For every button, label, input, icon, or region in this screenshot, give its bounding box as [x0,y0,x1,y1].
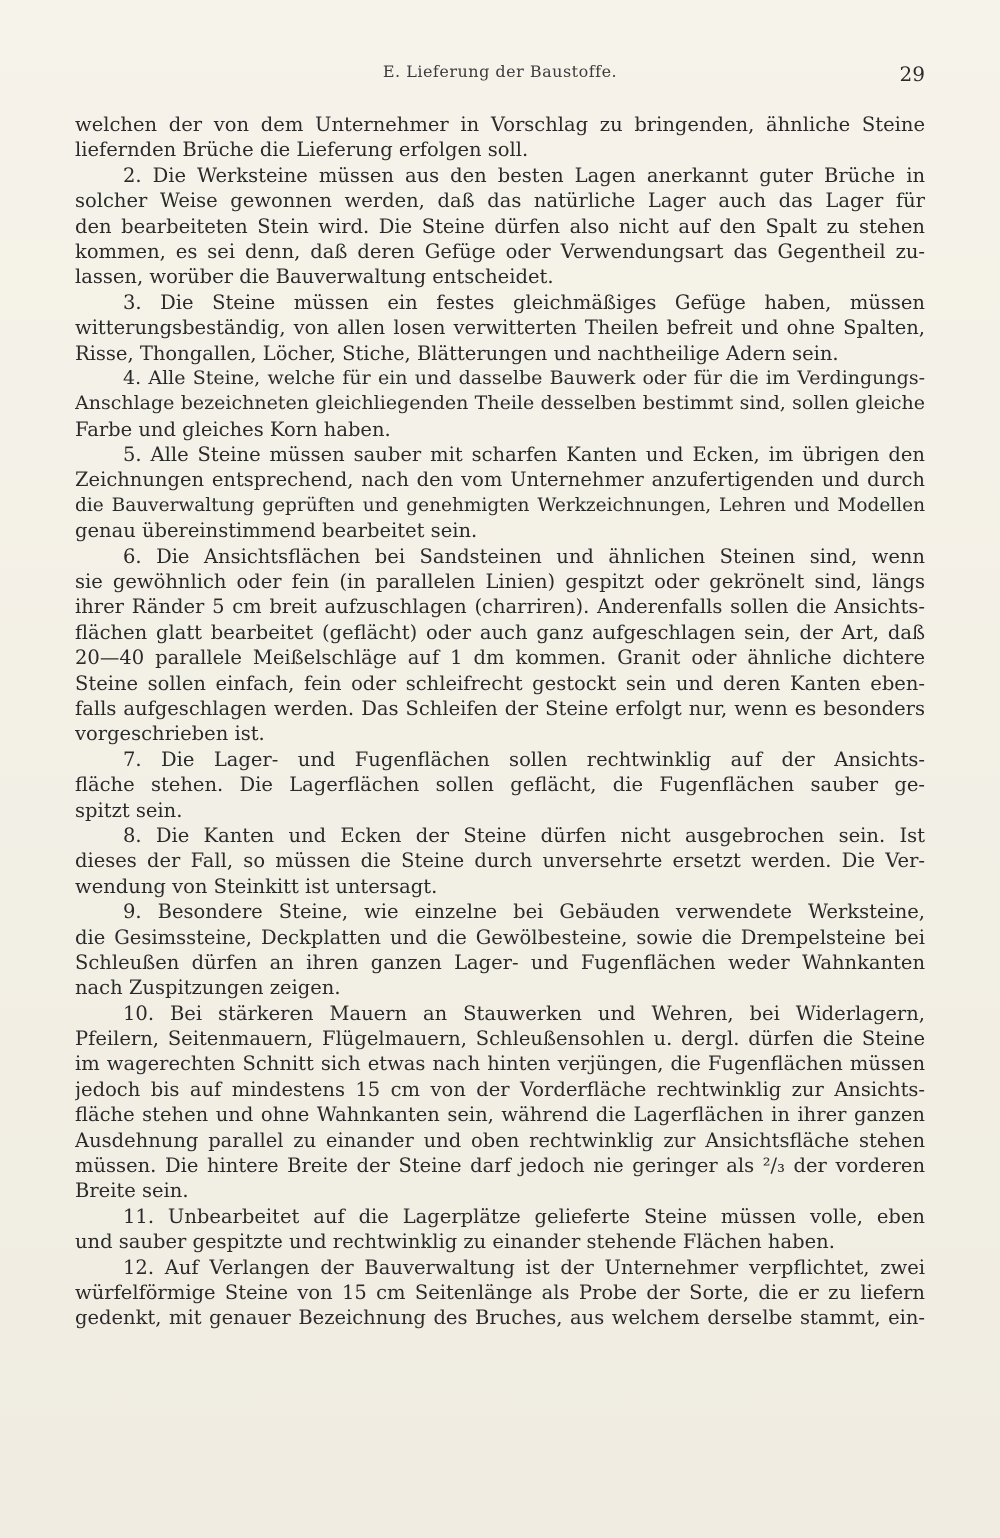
text-line: wendung von Steinkitt ist untersagt. [75,874,438,898]
text-line: vorgeschrieben ist. [75,722,265,746]
text-line: Anschlage bezeichneten gleichliegenden Theile desselben bestimmt sind, sollen gleiche [75,392,925,415]
text-line: würfelförmige Steine von 15 cm Seitenlänge als Probe der Sorte, die er zu liefern [75,1280,925,1304]
text-line: solcher Weise gewonnen werden, daß das natürliche Lager auch das Lager für [75,189,925,213]
text-line: ihrer Ränder 5 cm breit aufzuschlagen (charriren). Anderenfalls sollen die Ansichts- [75,595,925,619]
text-line: die Gesimssteine, Deckplatten und die Gewölbesteine, sowie die Drempelsteine bei [75,925,925,949]
text-line: 12. Auf Verlangen der Bauverwaltung ist der Unternehmer verpflichtet, zwei [123,1255,925,1279]
text-line: 2. Die Werksteine müssen aus den besten Lagen anerkannt guter Brüche in [123,163,925,187]
running-head: E. Lieferung der Baustoffe. [382,62,618,81]
text-line: witterungsbeständig, von allen losen verwitterten Theilen befreit und ohne Spalten, [75,316,925,340]
text-line: fläche stehen. Die Lagerflächen sollen geflächt, die Fugenflächen sauber ge- [75,773,925,797]
text-line: 8. Die Kanten und Ecken der Steine dürfen nicht ausgebrochen sein. Ist [123,823,925,847]
text-line: Zeichnungen entsprechend, nach den vom Unternehmer anzufertigenden und durch [75,468,925,492]
text-line: fläche stehen und ohne Wahnkanten sein, während die Lagerflächen in ihrer ganzen [75,1103,925,1127]
text-line: Steine sollen einfach, fein oder schleifrecht gestockt sein und deren Kanten eben- [75,671,925,695]
text-line: 6. Die Ansichtsflächen bei Sandsteinen und ähnlichen Steinen sind, wenn [123,544,925,568]
text-line: kommen, es sei denn, daß deren Gefüge oder Verwendungsart das Gegentheil zu- [75,239,925,263]
text-line: lassen, worüber die Bauverwaltung entscheidet. [75,265,554,289]
text-line: falls aufgeschlagen werden. Das Schleifen der Steine erfolgt nur, wenn es besonders [75,696,925,720]
text-line: liefernden Brüche die Lieferung erfolgen soll. [75,138,529,162]
text-line: müssen. Die hintere Breite der Steine darf jedoch nie geringer als ²/₃ der vorderen [75,1154,925,1178]
text-line: welchen der von dem Unternehmer in Vorschlag zu bringenden, ähnliche Steine [75,113,925,136]
text-line: jedoch bis auf mindestens 15 cm von der Vorderfläche rechtwinklig zur Ansichts- [75,1077,925,1101]
text-line: 9. Besondere Steine, wie einzelne bei Gebäuden verwendete Werksteine, [123,900,925,924]
text-line: dieses der Fall, so müssen die Steine durch unversehrte ersetzt werden. Die Ver- [75,849,925,873]
text-line: 4. Alle Steine, welche für ein und dasselbe Bauwerk oder für die im Verdingungs- [123,366,925,389]
page-header [75,62,925,92]
text-line: 11. Unbearbeitet auf die Lagerplätze gelieferte Steine müssen volle, eben [123,1204,925,1228]
text-line: 10. Bei stärkeren Mauern an Stauwerken und Wehren, bei Widerlagern, [123,1001,925,1025]
body-text [75,112,925,1331]
text-line: Farbe und gleiches Korn haben. [75,417,391,441]
text-line: 3. Die Steine müssen ein festes gleichmäßiges Gefüge haben, müssen [123,290,925,314]
text-line: die Bauverwaltung geprüften und genehmigten Werkzeichnungen, Lehren und Modellen [75,494,925,516]
text-line: Schleußen dürfen an ihren ganzen Lager- und Fugenflächen weder Wahnkanten [75,950,925,974]
text-line: 5. Alle Steine müssen sauber mit scharfen Kanten und Ecken, im übrigen den [123,443,925,467]
text-line: genau übereinstimmend bearbeitet sein. [75,519,478,543]
text-line: Risse, Thongallen, Löcher, Stiche, Blätterungen und nachtheilige Adern sein. [75,341,839,365]
text-line: spitzt sein. [75,798,183,822]
text-line: sie gewöhnlich oder fein (in parallelen Linien) gespitzt oder gekrönelt sind, längs [75,570,925,594]
text-line: Breite sein. [75,1179,189,1203]
text-line: 7. Die Lager- und Fugenflächen sollen rechtwinklig auf der Ansichts- [123,747,925,771]
text-line: flächen glatt bearbeitet (geflächt) oder auch ganz aufgeschlagen sein, der Art, daß [75,620,925,644]
page-number: 29 [899,62,925,86]
text-line: gedenkt, mit genauer Bezeichnung des Bruches, aus welchem derselbe stammt, ein- [75,1306,925,1330]
text-line: 20—40 parallele Meißelschläge auf 1 dm kommen. Granit oder ähnliche dichtere [75,646,925,670]
text-line: nach Zuspitzungen zeigen. [75,976,341,1000]
text-line: im wagerechten Schnitt sich etwas nach hinten verjüngen, die Fugenflächen müssen [75,1052,925,1076]
text-line: Pfeilern, Seitenmauern, Flügelmauern, Schleußensohlen u. dergl. dürfen die Steine [75,1027,925,1051]
text-line: den bearbeiteten Stein wird. Die Steine dürfen also nicht auf den Spalt zu stehen [75,214,925,238]
text-line: Ausdehnung parallel zu einander und oben rechtwinklig zur Ansichtsfläche stehen [75,1128,925,1152]
text-line: und sauber gespitzte und rechtwinklig zu einander stehende Flächen haben. [75,1230,835,1254]
